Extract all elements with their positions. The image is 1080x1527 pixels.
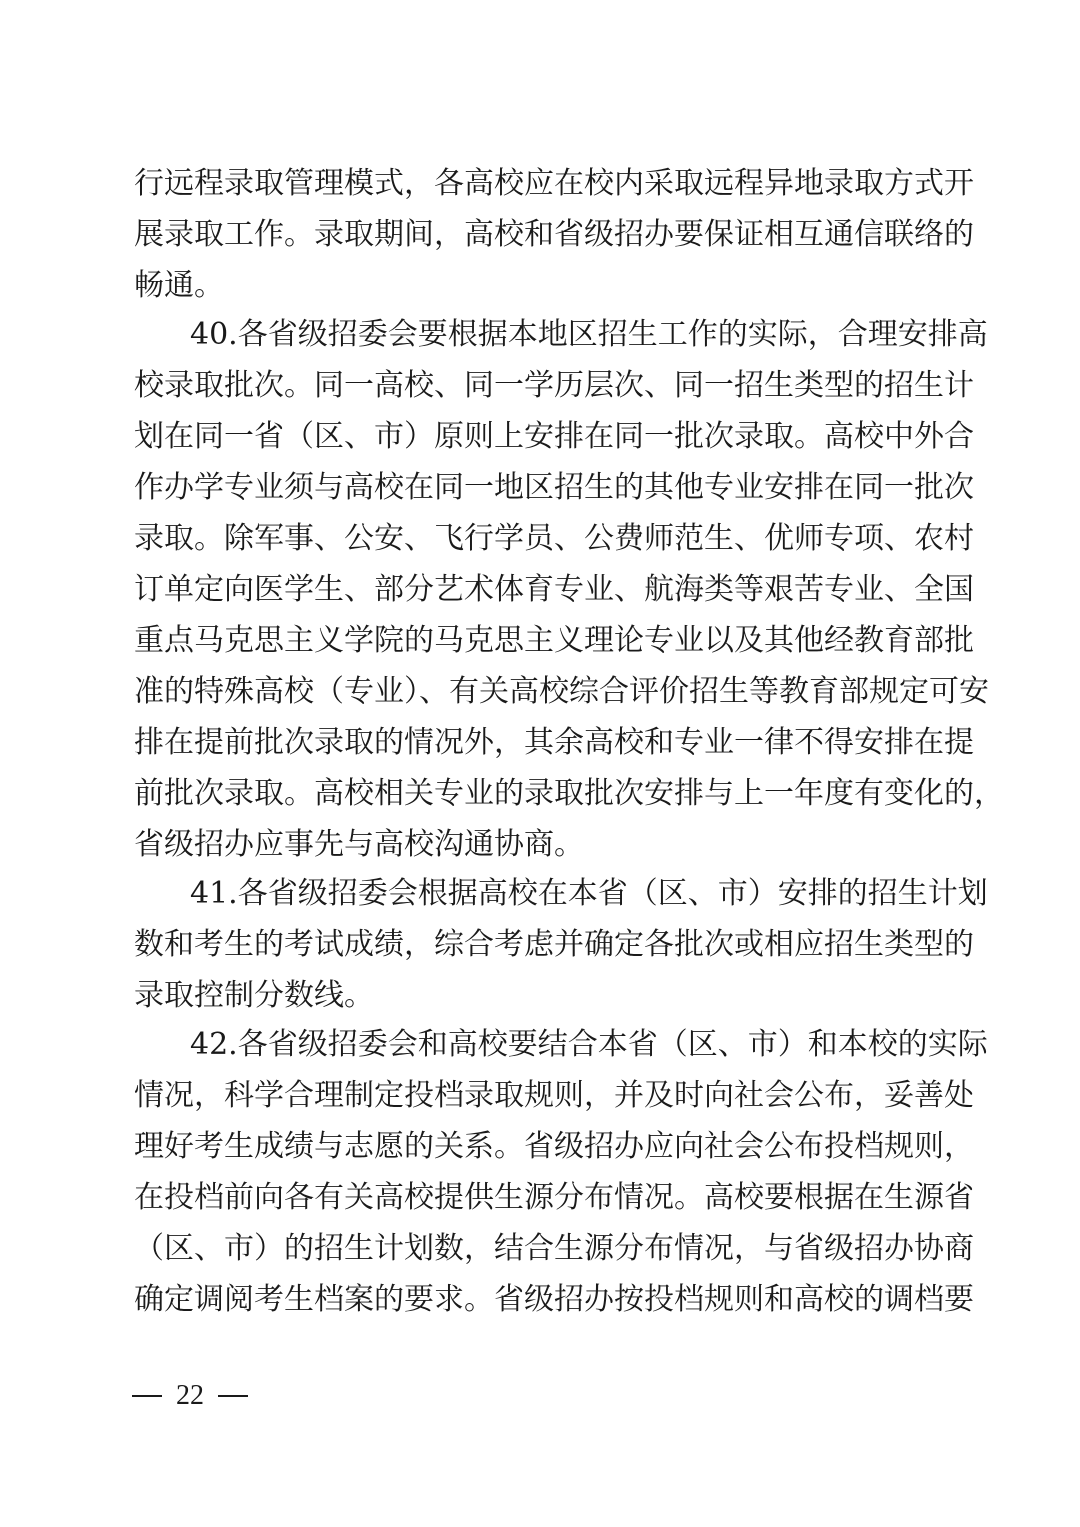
page-footer <box>132 1376 248 1416</box>
text-line: 在投档前向各有关高校提供生源分布情况。高校要根据在生源省 <box>134 1180 974 1215</box>
text-line: 录取控制分数线。 <box>134 978 374 1013</box>
text-line: 划在同一省（区、市）原则上安排在同一批次录取。高校中外合 <box>134 419 974 454</box>
text-line: 行远程录取管理模式，各高校应在校内采取远程异地录取方式开 <box>134 166 974 201</box>
text-line: 理好考生成绩与志愿的关系。省级招办应向社会公布投档规则， <box>134 1129 974 1164</box>
text-line: 数和考生的考试成绩，综合考虑并确定各批次或相应招生类型的 <box>134 927 974 962</box>
footer-dash-right <box>218 1395 248 1397</box>
text-line: 订单定向医学生、部分艺术体育专业、航海类等艰苦专业、全国 <box>134 572 974 607</box>
text-line: 展录取工作。录取期间，高校和省级招办要保证相互通信联络的 <box>134 217 974 252</box>
text-line: 畅通。 <box>134 268 224 303</box>
text-line: 前批次录取。高校相关专业的录取批次安排与上一年度有变化的， <box>134 776 1004 811</box>
text-line: 重点马克思主义学院的马克思主义理论专业以及其他经教育部批 <box>134 623 974 658</box>
text-line: （区、市）的招生计划数，结合生源分布情况，与省级招办协商 <box>134 1231 974 1266</box>
text-line: 准的特殊高校（专业）、有关高校综合评价招生等教育部规定可安 <box>134 674 989 709</box>
text-line: 省级招办应事先与高校沟通协商。 <box>134 827 584 862</box>
text-line: 情况，科学合理制定投档录取规则，并及时向社会公布，妥善处 <box>134 1078 974 1113</box>
paragraph-42-start: 42.各省级招委会和高校要结合本省（区、市）和本校的实际 <box>190 1027 988 1062</box>
page-number: 22 <box>176 1380 204 1411</box>
text-line: 校录取批次。同一高校、同一学历层次、同一招生类型的招生计 <box>134 368 974 403</box>
text-line: 录取。除军事、公安、飞行学员、公费师范生、优师专项、农村 <box>134 521 974 556</box>
footer-dash-left <box>132 1395 162 1397</box>
paragraph-40-start: 40.各省级招委会要根据本地区招生工作的实际，合理安排高 <box>190 317 988 352</box>
text-line: 确定调阅考生档案的要求。省级招办按投档规则和高校的调档要 <box>134 1282 974 1317</box>
paragraph-41-start: 41.各省级招委会根据高校在本省（区、市）安排的招生计划 <box>190 876 988 911</box>
text-line: 作办学专业须与高校在同一地区招生的其他专业安排在同一批次 <box>134 470 974 505</box>
text-line: 排在提前批次录取的情况外，其余高校和专业一律不得安排在提 <box>134 725 974 760</box>
